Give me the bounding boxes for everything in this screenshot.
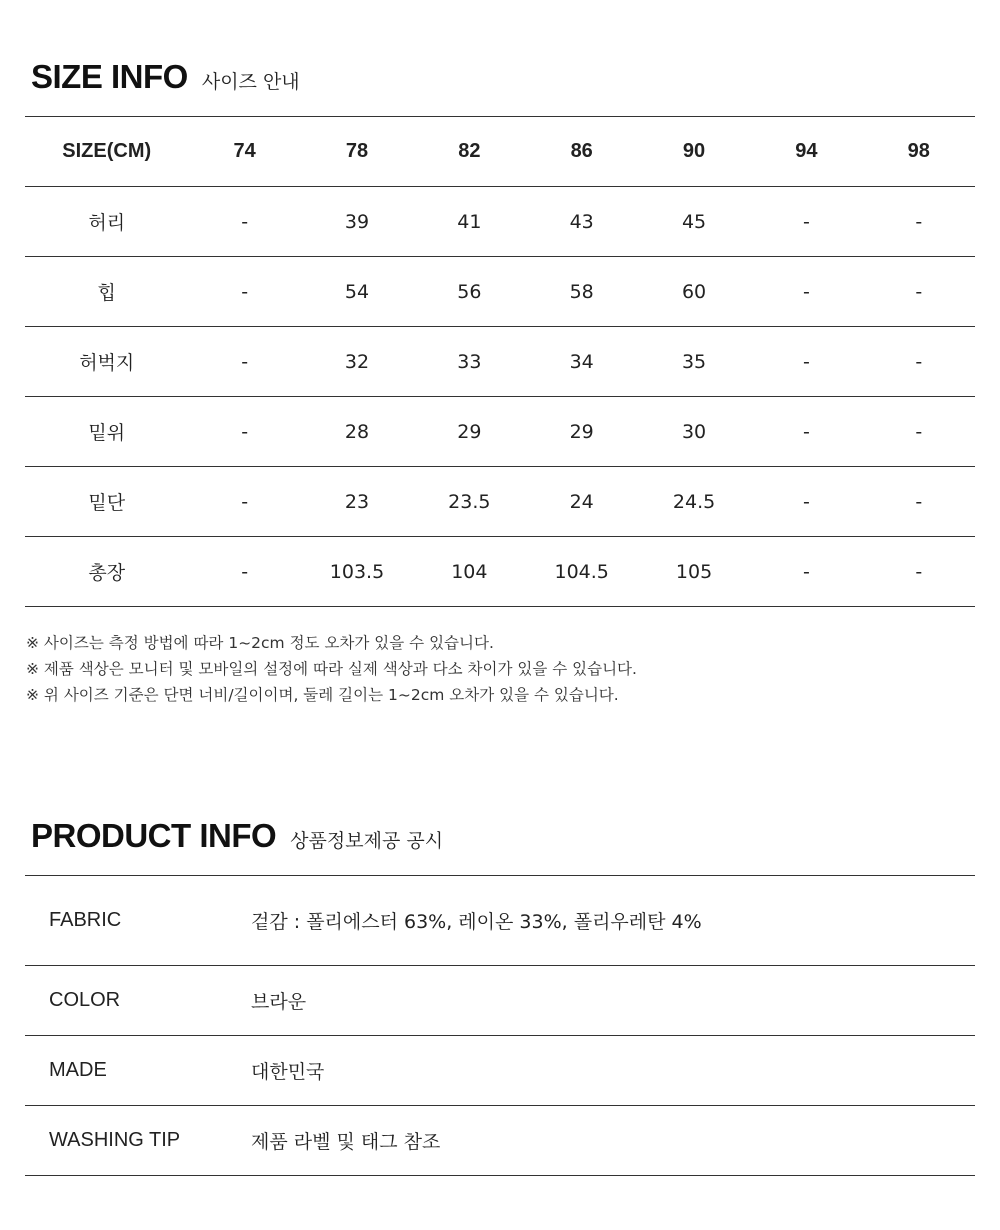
table-row xyxy=(25,537,975,607)
product-info-heading xyxy=(31,817,443,855)
table-cell: - xyxy=(750,397,862,467)
table-cell: - xyxy=(863,327,975,397)
product-row-label: COLOR xyxy=(25,966,251,1036)
table-cell: - xyxy=(188,467,300,537)
size-header-cell: 78 xyxy=(301,117,413,187)
table-cell: - xyxy=(750,467,862,537)
product-row-washing-tip xyxy=(25,1106,975,1176)
table-cell: 104 xyxy=(413,537,525,607)
table-cell: - xyxy=(863,467,975,537)
row-label: 밑단 xyxy=(25,467,188,537)
product-row-value: 제품 라벨 및 태그 참조 xyxy=(251,1106,975,1176)
table-cell: 29 xyxy=(413,397,525,467)
size-table-header xyxy=(25,117,975,187)
note-line: ※ 사이즈는 측정 방법에 따라 1~2cm 정도 오차가 있을 수 있습니다. xyxy=(26,634,494,652)
table-cell: 54 xyxy=(301,257,413,327)
table-cell: 23.5 xyxy=(413,467,525,537)
product-row-label: FABRIC xyxy=(25,876,251,966)
row-label: 허벅지 xyxy=(25,327,188,397)
table-cell: - xyxy=(750,257,862,327)
product-info-title: PRODUCT INFO xyxy=(31,817,277,854)
product-row-label: WASHING TIP xyxy=(25,1106,251,1176)
table-cell: - xyxy=(188,187,300,257)
table-cell: - xyxy=(188,537,300,607)
product-row-fabric xyxy=(25,876,975,966)
table-cell: - xyxy=(863,257,975,327)
product-info-subtitle: 상품정보제공 공시 xyxy=(290,830,444,852)
table-row xyxy=(25,187,975,257)
size-notes xyxy=(26,630,637,708)
table-cell: - xyxy=(188,257,300,327)
table-row xyxy=(25,397,975,467)
table-cell: - xyxy=(188,397,300,467)
product-row-value: 대한민국 xyxy=(251,1036,975,1106)
note-line: ※ 제품 색상은 모니터 및 모바일의 설정에 따라 실제 색상과 다소 차이가 있을 수 있습니다. xyxy=(26,660,637,678)
table-cell: - xyxy=(750,327,862,397)
table-cell: - xyxy=(750,187,862,257)
table-cell: 34 xyxy=(526,327,638,397)
size-header-cell: 98 xyxy=(863,117,975,187)
product-row-value: 겉감 : 폴리에스터 63%, 레이온 33%, 폴리우레탄 4% xyxy=(251,876,975,966)
table-cell: 43 xyxy=(526,187,638,257)
size-header-cell: 74 xyxy=(188,117,300,187)
size-header-cell: 82 xyxy=(413,117,525,187)
table-cell: - xyxy=(750,537,862,607)
table-cell: 23 xyxy=(301,467,413,537)
size-info-title: SIZE INFO xyxy=(31,58,188,95)
product-row-made xyxy=(25,1036,975,1106)
size-info-subtitle: 사이즈 안내 xyxy=(201,71,300,93)
size-header-cell: 90 xyxy=(638,117,750,187)
table-cell: 41 xyxy=(413,187,525,257)
table-cell: 60 xyxy=(638,257,750,327)
table-cell: - xyxy=(188,327,300,397)
table-cell: 45 xyxy=(638,187,750,257)
size-header-cell: 94 xyxy=(750,117,862,187)
size-info-heading xyxy=(31,58,300,96)
size-header-cell: 86 xyxy=(526,117,638,187)
product-row-color xyxy=(25,966,975,1036)
row-label: 허리 xyxy=(25,187,188,257)
table-row xyxy=(25,257,975,327)
table-cell: 32 xyxy=(301,327,413,397)
table-cell: - xyxy=(863,187,975,257)
table-cell: 105 xyxy=(638,537,750,607)
product-row-label: MADE xyxy=(25,1036,251,1106)
table-cell: 39 xyxy=(301,187,413,257)
table-cell: 33 xyxy=(413,327,525,397)
table-cell: 58 xyxy=(526,257,638,327)
table-row xyxy=(25,467,975,537)
table-cell: 104.5 xyxy=(526,537,638,607)
table-cell: 56 xyxy=(413,257,525,327)
note-line: ※ 위 사이즈 기준은 단면 너비/길이이며, 둘레 길이는 1~2cm 오차가 있을 수 있습니다. xyxy=(26,686,619,704)
table-cell: - xyxy=(863,537,975,607)
row-label: 힙 xyxy=(25,257,188,327)
row-label: 총장 xyxy=(25,537,188,607)
product-row-value: 브라운 xyxy=(251,966,975,1036)
table-cell: 30 xyxy=(638,397,750,467)
row-label: 밑위 xyxy=(25,397,188,467)
table-cell: 24 xyxy=(526,467,638,537)
product-table xyxy=(25,875,975,1176)
table-row xyxy=(25,327,975,397)
table-cell: 103.5 xyxy=(301,537,413,607)
table-cell: 24.5 xyxy=(638,467,750,537)
size-header-label: SIZE(CM) xyxy=(25,117,188,187)
table-cell: 28 xyxy=(301,397,413,467)
size-table xyxy=(25,116,975,607)
table-cell: 35 xyxy=(638,327,750,397)
table-cell: 29 xyxy=(526,397,638,467)
table-cell: - xyxy=(863,397,975,467)
